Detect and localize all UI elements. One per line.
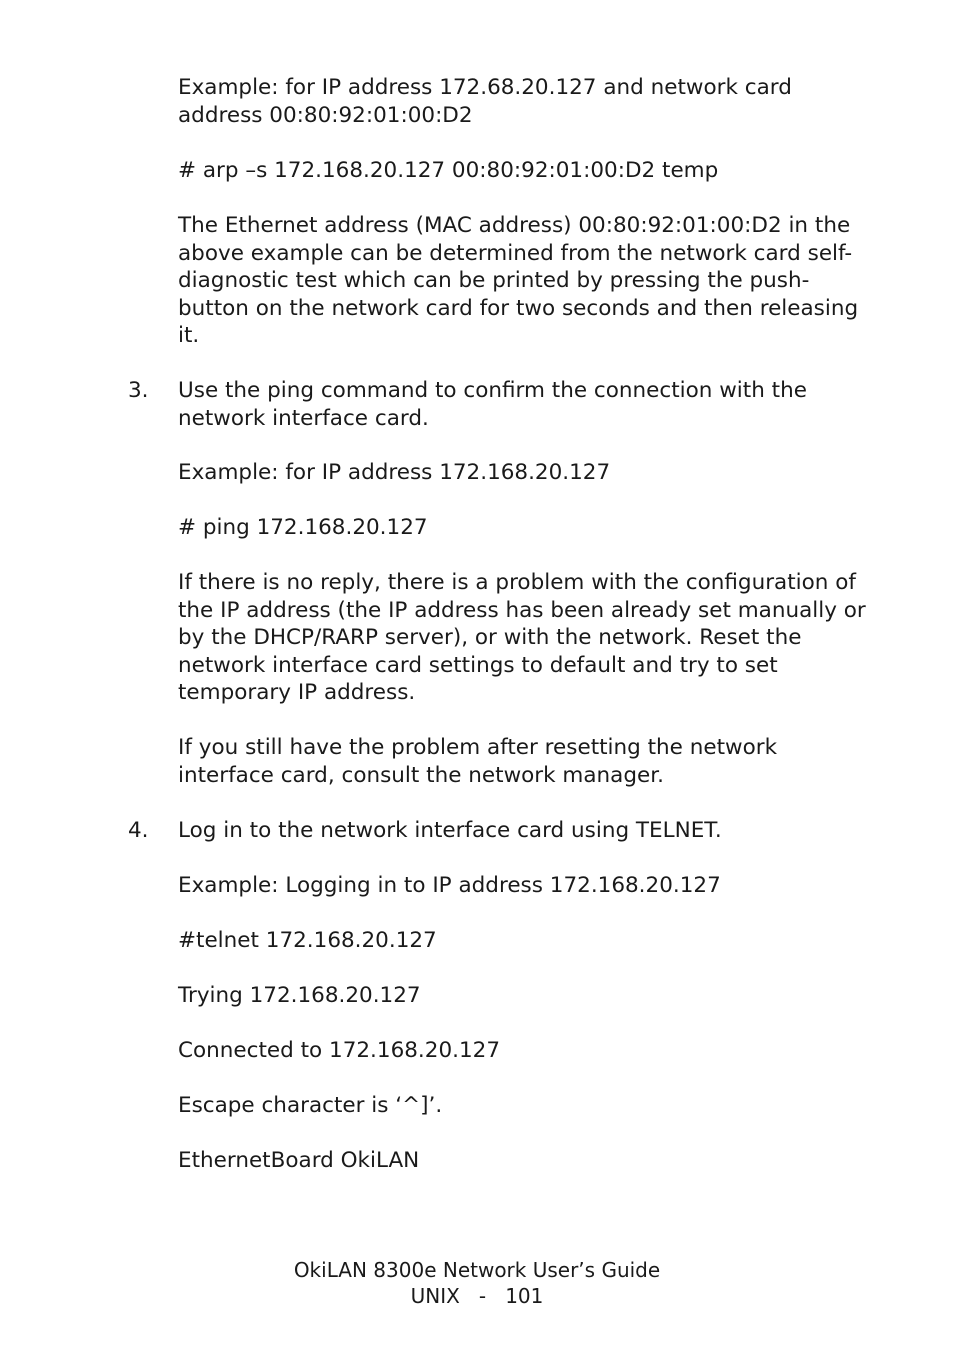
arp-example-intro: Example: for IP address 172.68.20.127 and network card address 00:80:92:01:00:D2 (178, 75, 792, 128)
footer-page-number: 101 (505, 1284, 544, 1308)
footer-page-info (0, 1284, 954, 1309)
step-4-number: 4. (128, 818, 149, 843)
telnet-example-intro: Example: Logging in to IP address 172.168.20.127 (178, 873, 721, 898)
telnet-output-trying: Trying 172.168.20.127 (178, 983, 421, 1008)
step-4-text: Log in to the network interface card using TELNET. (178, 818, 722, 843)
footer-separator: - (478, 1284, 487, 1308)
telnet-output-connected: Connected to 172.168.20.127 (178, 1038, 500, 1063)
telnet-output-escape: Escape character is ‘^]’. (178, 1093, 443, 1118)
ping-example-intro: Example: for IP address 172.168.20.127 (178, 460, 611, 485)
ping-command: # ping 172.168.20.127 (178, 515, 428, 540)
mac-address-explanation: The Ethernet address (MAC address) 00:80:92:01:00:D2 in the above example can be determined from the network card self-diagnostic test which can be printed by pressing the push-button on the network card for two seconds and then releasing it. (178, 213, 859, 348)
telnet-command: #telnet 172.168.20.127 (178, 928, 437, 953)
arp-command: # arp –s 172.168.20.127 00:80:92:01:00:D2 temp (178, 158, 719, 183)
no-reply-note: If there is no reply, there is a problem with the configuration of the IP address (the IP address has been already set manually or by the DHCP/RARP server), or with the network. Reset the network interface card settings to default and try to set temporary IP address. (178, 570, 866, 705)
consult-manager-note: If you still have the problem after resetting the network interface card, consult the network manager. (178, 735, 778, 788)
telnet-output-banner: EthernetBoard OkiLAN (178, 1148, 420, 1173)
footer-section: UNIX (410, 1284, 460, 1308)
step-3-text: Use the ping command to confirm the connection with the network interface card. (178, 378, 807, 431)
step-3-number: 3. (128, 378, 149, 403)
footer-guide-title: OkiLAN 8300e Network User’s Guide (293, 1258, 661, 1282)
